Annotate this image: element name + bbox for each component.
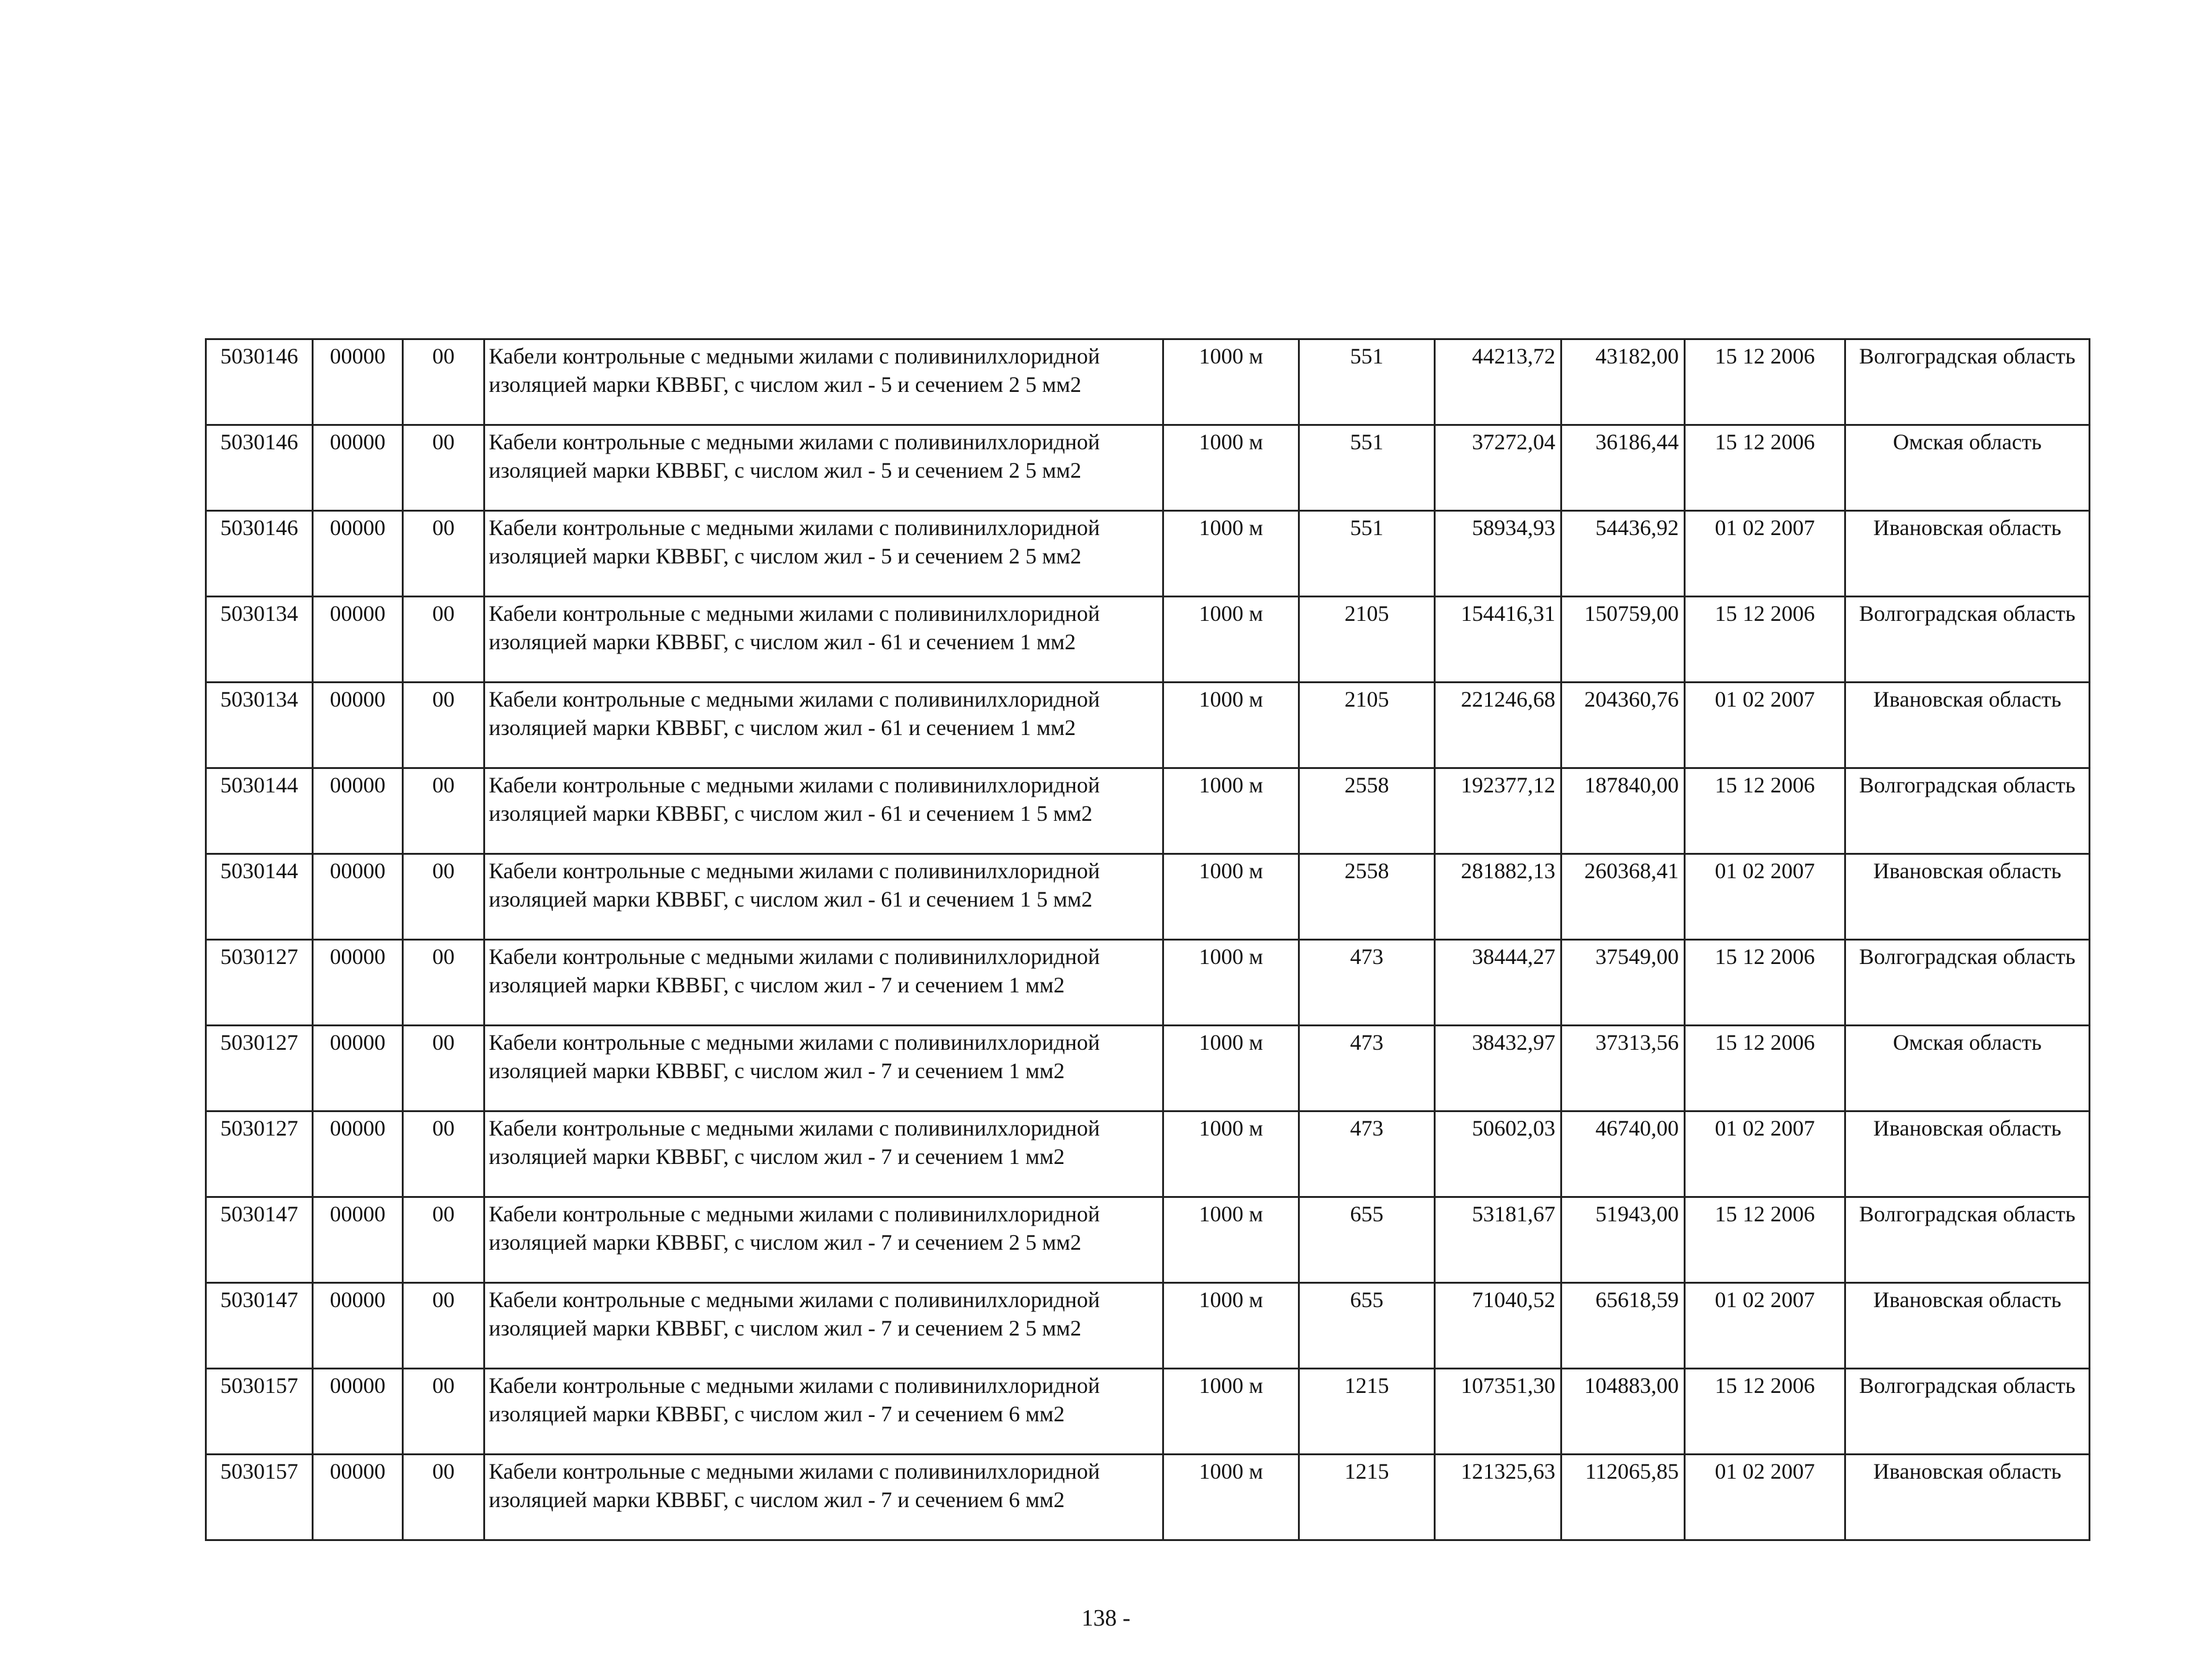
description-cell: Кабели контрольные с медными жилами с поливинилхлоридной изоляцией марки КВВБГ, с числом жил - 61 и сечением 1 мм2 xyxy=(484,597,1163,683)
price-alt-cell: 150759,00 xyxy=(1561,597,1685,683)
quantity-cell: 2558 xyxy=(1299,854,1435,940)
date-cell: 01 02 2007 xyxy=(1685,854,1845,940)
price-cell: 154416,31 xyxy=(1435,597,1561,683)
date-cell: 01 02 2007 xyxy=(1685,511,1845,597)
quantity-cell: 1215 xyxy=(1299,1369,1435,1455)
price-alt-cell: 54436,92 xyxy=(1561,511,1685,597)
quantity-cell: 2105 xyxy=(1299,683,1435,768)
item-code-cell: 5030147 xyxy=(206,1283,313,1369)
table-row xyxy=(206,683,2090,768)
description-cell: Кабели контрольные с медными жилами с поливинилхлоридной изоляцией марки КВВБГ, с числом жил - 5 и сечением 2 5 мм2 xyxy=(484,339,1163,425)
quantity-cell: 473 xyxy=(1299,940,1435,1026)
page-number: 138 - xyxy=(1081,1605,1131,1631)
version-cell: 00 xyxy=(403,597,484,683)
unit-cell: 1000 м xyxy=(1163,854,1299,940)
subcode-cell: 00000 xyxy=(313,1026,403,1111)
quantity-cell: 473 xyxy=(1299,1026,1435,1111)
version-cell: 00 xyxy=(403,683,484,768)
date-cell: 01 02 2007 xyxy=(1685,1455,1845,1540)
table-row xyxy=(206,597,2090,683)
item-code-cell: 5030144 xyxy=(206,768,313,854)
price-cell: 58934,93 xyxy=(1435,511,1561,597)
description-cell: Кабели контрольные с медными жилами с поливинилхлоридной изоляцией марки КВВБГ, с числом жил - 61 и сечением 1 мм2 xyxy=(484,683,1163,768)
table-row xyxy=(206,940,2090,1026)
table-row xyxy=(206,425,2090,511)
date-cell: 15 12 2006 xyxy=(1685,425,1845,511)
item-code-cell: 5030146 xyxy=(206,425,313,511)
item-code-cell: 5030127 xyxy=(206,1111,313,1197)
table-row xyxy=(206,1111,2090,1197)
table-row xyxy=(206,339,2090,425)
version-cell: 00 xyxy=(403,1111,484,1197)
region-cell: Ивановская область xyxy=(1845,683,2090,768)
subcode-cell: 00000 xyxy=(313,425,403,511)
version-cell: 00 xyxy=(403,768,484,854)
date-cell: 15 12 2006 xyxy=(1685,768,1845,854)
region-cell: Омская область xyxy=(1845,1026,2090,1111)
version-cell: 00 xyxy=(403,425,484,511)
region-cell: Волгоградская область xyxy=(1845,768,2090,854)
price-cell: 50602,03 xyxy=(1435,1111,1561,1197)
price-alt-cell: 112065,85 xyxy=(1561,1455,1685,1540)
version-cell: 00 xyxy=(403,1283,484,1369)
price-cell: 71040,52 xyxy=(1435,1283,1561,1369)
unit-cell: 1000 м xyxy=(1163,1283,1299,1369)
table-row xyxy=(206,511,2090,597)
price-cell: 121325,63 xyxy=(1435,1455,1561,1540)
price-alt-cell: 65618,59 xyxy=(1561,1283,1685,1369)
quantity-cell: 1215 xyxy=(1299,1455,1435,1540)
description-cell: Кабели контрольные с медными жилами с поливинилхлоридной изоляцией марки КВВБГ, с числом жил - 61 и сечением 1 5 мм2 xyxy=(484,854,1163,940)
table-row xyxy=(206,854,2090,940)
subcode-cell: 00000 xyxy=(313,940,403,1026)
region-cell: Волгоградская область xyxy=(1845,1369,2090,1455)
quantity-cell: 2558 xyxy=(1299,768,1435,854)
description-cell: Кабели контрольные с медными жилами с поливинилхлоридной изоляцией марки КВВБГ, с числом жил - 7 и сечением 2 5 мм2 xyxy=(484,1197,1163,1283)
price-alt-cell: 46740,00 xyxy=(1561,1111,1685,1197)
price-cell: 38432,97 xyxy=(1435,1026,1561,1111)
version-cell: 00 xyxy=(403,1369,484,1455)
price-alt-cell: 36186,44 xyxy=(1561,425,1685,511)
table-row xyxy=(206,1283,2090,1369)
description-cell: Кабели контрольные с медными жилами с поливинилхлоридной изоляцией марки КВВБГ, с числом жил - 5 и сечением 2 5 мм2 xyxy=(484,425,1163,511)
unit-cell: 1000 м xyxy=(1163,1455,1299,1540)
item-code-cell: 5030134 xyxy=(206,597,313,683)
unit-cell: 1000 м xyxy=(1163,940,1299,1026)
table-row xyxy=(206,1455,2090,1540)
version-cell: 00 xyxy=(403,940,484,1026)
unit-cell: 1000 м xyxy=(1163,1026,1299,1111)
price-alt-cell: 204360,76 xyxy=(1561,683,1685,768)
description-cell: Кабели контрольные с медными жилами с поливинилхлоридной изоляцией марки КВВБГ, с числом жил - 61 и сечением 1 5 мм2 xyxy=(484,768,1163,854)
item-code-cell: 5030134 xyxy=(206,683,313,768)
price-alt-cell: 187840,00 xyxy=(1561,768,1685,854)
table-row xyxy=(206,768,2090,854)
quantity-cell: 551 xyxy=(1299,511,1435,597)
subcode-cell: 00000 xyxy=(313,1111,403,1197)
subcode-cell: 00000 xyxy=(313,1197,403,1283)
date-cell: 15 12 2006 xyxy=(1685,1026,1845,1111)
unit-cell: 1000 м xyxy=(1163,1111,1299,1197)
price-cell: 38444,27 xyxy=(1435,940,1561,1026)
quantity-cell: 655 xyxy=(1299,1283,1435,1369)
item-code-cell: 5030157 xyxy=(206,1369,313,1455)
version-cell: 00 xyxy=(403,511,484,597)
item-code-cell: 5030144 xyxy=(206,854,313,940)
quantity-cell: 473 xyxy=(1299,1111,1435,1197)
price-cell: 192377,12 xyxy=(1435,768,1561,854)
date-cell: 01 02 2007 xyxy=(1685,1111,1845,1197)
item-code-cell: 5030127 xyxy=(206,940,313,1026)
unit-cell: 1000 м xyxy=(1163,425,1299,511)
unit-cell: 1000 м xyxy=(1163,683,1299,768)
description-cell: Кабели контрольные с медными жилами с поливинилхлоридной изоляцией марки КВВБГ, с числом жил - 7 и сечением 2 5 мм2 xyxy=(484,1283,1163,1369)
item-code-cell: 5030146 xyxy=(206,339,313,425)
price-alt-cell: 260368,41 xyxy=(1561,854,1685,940)
quantity-cell: 655 xyxy=(1299,1197,1435,1283)
date-cell: 15 12 2006 xyxy=(1685,940,1845,1026)
description-cell: Кабели контрольные с медными жилами с поливинилхлоридной изоляцией марки КВВБГ, с числом жил - 7 и сечением 6 мм2 xyxy=(484,1369,1163,1455)
subcode-cell: 00000 xyxy=(313,1455,403,1540)
unit-cell: 1000 м xyxy=(1163,597,1299,683)
date-cell: 01 02 2007 xyxy=(1685,1283,1845,1369)
region-cell: Волгоградская область xyxy=(1845,940,2090,1026)
table-row xyxy=(206,1026,2090,1111)
price-cell: 281882,13 xyxy=(1435,854,1561,940)
table-row xyxy=(206,1369,2090,1455)
quantity-cell: 551 xyxy=(1299,339,1435,425)
date-cell: 15 12 2006 xyxy=(1685,339,1845,425)
subcode-cell: 00000 xyxy=(313,511,403,597)
region-cell: Омская область xyxy=(1845,425,2090,511)
quantity-cell: 551 xyxy=(1299,425,1435,511)
region-cell: Волгоградская область xyxy=(1845,597,2090,683)
region-cell: Ивановская область xyxy=(1845,1455,2090,1540)
subcode-cell: 00000 xyxy=(313,768,403,854)
price-alt-cell: 37549,00 xyxy=(1561,940,1685,1026)
unit-cell: 1000 м xyxy=(1163,339,1299,425)
item-code-cell: 5030127 xyxy=(206,1026,313,1111)
region-cell: Волгоградская область xyxy=(1845,1197,2090,1283)
description-cell: Кабели контрольные с медными жилами с поливинилхлоридной изоляцией марки КВВБГ, с числом жил - 7 и сечением 1 мм2 xyxy=(484,940,1163,1026)
unit-cell: 1000 м xyxy=(1163,1369,1299,1455)
item-code-cell: 5030146 xyxy=(206,511,313,597)
region-cell: Ивановская область xyxy=(1845,1111,2090,1197)
version-cell: 00 xyxy=(403,1455,484,1540)
subcode-cell: 00000 xyxy=(313,339,403,425)
date-cell: 15 12 2006 xyxy=(1685,597,1845,683)
description-cell: Кабели контрольные с медными жилами с поливинилхлоридной изоляцией марки КВВБГ, с числом жил - 5 и сечением 2 5 мм2 xyxy=(484,511,1163,597)
description-cell: Кабели контрольные с медными жилами с поливинилхлоридной изоляцией марки КВВБГ, с числом жил - 7 и сечением 1 мм2 xyxy=(484,1026,1163,1111)
price-alt-cell: 104883,00 xyxy=(1561,1369,1685,1455)
table-row xyxy=(206,1197,2090,1283)
region-cell: Ивановская область xyxy=(1845,511,2090,597)
version-cell: 00 xyxy=(403,1197,484,1283)
subcode-cell: 00000 xyxy=(313,1283,403,1369)
date-cell: 15 12 2006 xyxy=(1685,1197,1845,1283)
description-cell: Кабели контрольные с медными жилами с поливинилхлоридной изоляцией марки КВВБГ, с числом жил - 7 и сечением 1 мм2 xyxy=(484,1111,1163,1197)
version-cell: 00 xyxy=(403,1026,484,1111)
price-cell: 44213,72 xyxy=(1435,339,1561,425)
price-alt-cell: 51943,00 xyxy=(1561,1197,1685,1283)
subcode-cell: 00000 xyxy=(313,1369,403,1455)
quantity-cell: 2105 xyxy=(1299,597,1435,683)
unit-cell: 1000 м xyxy=(1163,768,1299,854)
unit-cell: 1000 м xyxy=(1163,1197,1299,1283)
date-cell: 15 12 2006 xyxy=(1685,1369,1845,1455)
description-cell: Кабели контрольные с медными жилами с поливинилхлоридной изоляцией марки КВВБГ, с числом жил - 7 и сечением 6 мм2 xyxy=(484,1455,1163,1540)
table-body xyxy=(206,339,2090,1540)
region-cell: Волгоградская область xyxy=(1845,339,2090,425)
item-code-cell: 5030147 xyxy=(206,1197,313,1283)
price-alt-cell: 43182,00 xyxy=(1561,339,1685,425)
version-cell: 00 xyxy=(403,854,484,940)
price-table xyxy=(205,338,2090,1541)
item-code-cell: 5030157 xyxy=(206,1455,313,1540)
subcode-cell: 00000 xyxy=(313,854,403,940)
version-cell: 00 xyxy=(403,339,484,425)
date-cell: 01 02 2007 xyxy=(1685,683,1845,768)
price-alt-cell: 37313,56 xyxy=(1561,1026,1685,1111)
price-cell: 53181,67 xyxy=(1435,1197,1561,1283)
price-cell: 221246,68 xyxy=(1435,683,1561,768)
unit-cell: 1000 м xyxy=(1163,511,1299,597)
price-cell: 107351,30 xyxy=(1435,1369,1561,1455)
subcode-cell: 00000 xyxy=(313,683,403,768)
region-cell: Ивановская область xyxy=(1845,854,2090,940)
region-cell: Ивановская область xyxy=(1845,1283,2090,1369)
price-cell: 37272,04 xyxy=(1435,425,1561,511)
subcode-cell: 00000 xyxy=(313,597,403,683)
